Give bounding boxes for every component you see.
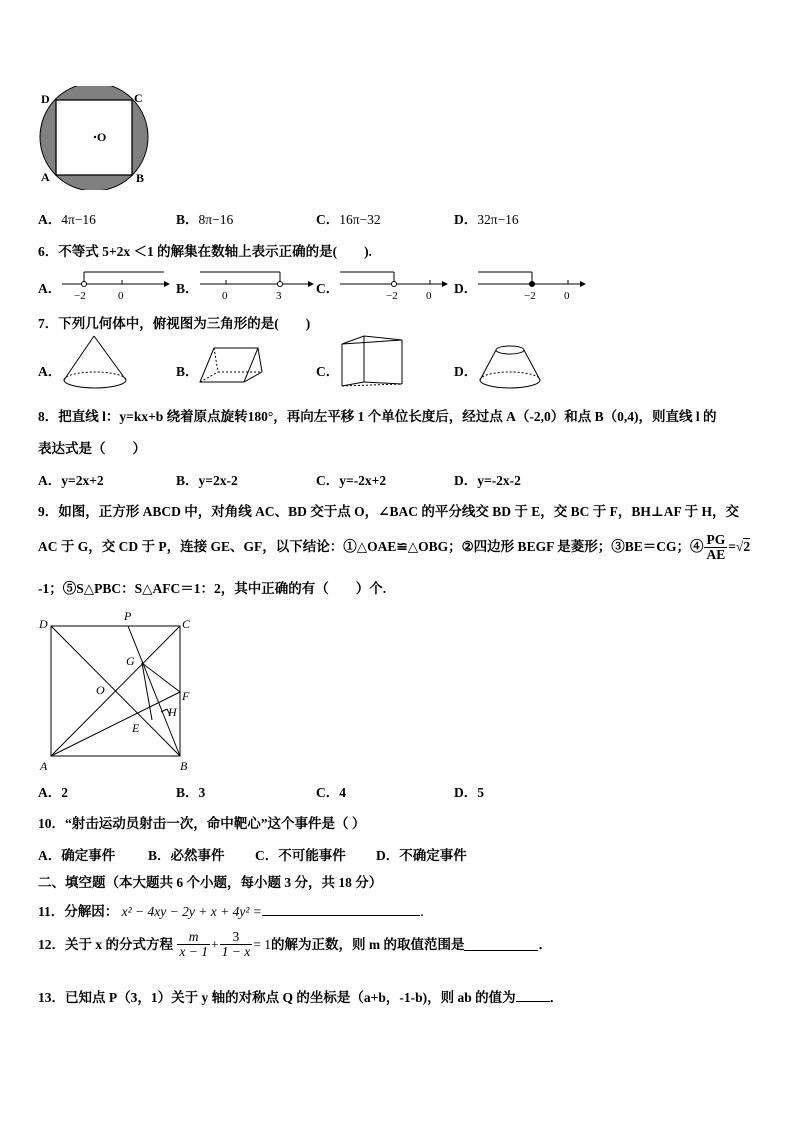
q8-option-b[interactable]: B．y=2x-2 [176,473,238,488]
option-letter: B． [176,212,199,227]
q5-label-a: A [41,170,50,184]
q13-suffix: ． [549,990,564,1005]
q7-option-a[interactable]: A． [38,364,62,379]
q13-answer-blank[interactable] [516,989,550,1002]
q12-plus: + [210,936,219,952]
q6-option-d-letter[interactable]: D． [454,281,478,296]
q12-fraction-1 [177,930,210,959]
q9-label-o: O [96,683,105,697]
q9-stem-line3: -1；⑤S△PBC：S△AFC＝1：2，其中正确的有（ ）个. [38,581,387,596]
q8-stem-line1: 8．把直线 l：y=kx+b 绕着原点旋转180°，再向左平移 1 个单位长度后，经过点 A（-2,0）和点 B（0,4)，则直线 l 的 [38,409,717,424]
fraction-numerator: PG [706,532,726,547]
fraction-numerator: 3 [232,929,240,944]
q5-label-b: B [136,171,145,185]
fraction-denominator: x − 1 [179,944,208,960]
q11-expression: x² − 4xy − 2y + x + 4y² = [121,904,262,919]
q12-fraction-2 [220,930,253,959]
q7-prism-figure [338,334,410,396]
q7-option-c[interactable]: C． [316,364,340,379]
q5-figure [34,86,156,190]
q9-option-d[interactable]: D．5 [454,785,484,800]
q6-numberline-a[interactable] [60,266,172,302]
q12-mid-text: 的解为正数，则 m 的取值范围是 [270,936,465,952]
q5-label-c: C [134,91,143,105]
q9-option-a[interactable]: A．2 [38,785,68,800]
option-value: 32π−16 [477,212,519,227]
q10-stem: 10．“射击运动员射击一次，命中靶心”这个事件是（ ） [38,816,366,831]
q8-option-d[interactable]: D．y=-2x-2 [454,473,521,488]
q9-label-h: H [168,705,177,719]
q10-option-c[interactable]: C．不可能事件 [255,848,346,863]
q12-suffix: ． [538,936,552,952]
q9-stem-line1: 9．如图，正方形 ABCD 中，对角线 AC、BD 交于点 O，∠BAC 的平分线交 BD 于 E，交 BC 于 F，BH⊥AF 于 H，交 [38,504,740,519]
q9-stem-line2 [38,533,750,562]
q9-label-e: E [132,721,140,735]
q8-option-a[interactable]: A．y=2x+2 [38,473,104,488]
q8-stem-line2: 表达式是（ ） [38,441,146,456]
q13-line [38,986,563,1006]
tick-label: −2 [386,290,398,302]
q9-fraction [704,533,727,562]
q6-stem: 6．不等式 5+2x ＜1 的解集在数轴上表示正确的是( ). [38,244,372,259]
q12-line [38,930,552,959]
q6-numberline-c[interactable] [338,266,450,302]
q11-suffix: ． [419,904,434,919]
tick-label: 0 [564,290,570,302]
q6-numberline-b[interactable] [198,266,316,302]
option-value: 16π−32 [339,212,381,227]
q11-answer-blank[interactable] [262,903,420,916]
option-value: 8π−16 [198,212,234,227]
q6-numberline-d[interactable] [476,266,588,302]
q12-answer-blank[interactable] [464,938,538,951]
q10-option-a[interactable]: A．确定事件 [38,848,116,863]
q10-option-d[interactable]: D．不确定事件 [376,848,467,863]
q5-option-a[interactable] [38,208,96,228]
q9-label-g: G [126,654,135,668]
option-letter: D． [454,212,478,227]
q9-label-p: P [124,609,132,623]
option-letter: C． [316,212,340,227]
q7-option-b[interactable]: B． [176,364,199,379]
fraction-denominator: 1 − x [221,944,251,960]
q9-label-f: F [182,689,190,703]
q9-option-c[interactable]: C．4 [316,785,346,800]
q5-label-o: O [97,130,107,144]
q9-sqrt-value: 2 [743,538,751,554]
q9-label-b: B [180,759,188,773]
tick-label: −2 [74,290,86,302]
q9-label-d: D [39,617,48,631]
q6-option-c-letter[interactable]: C． [316,281,340,296]
tick-label: 0 [118,290,124,302]
q6-option-b-letter[interactable]: B． [176,281,199,296]
q7-stem: 7．下列几何体中，俯视图为三角形的是( ) [38,316,311,331]
q5-option-c[interactable] [316,208,381,228]
q9-line2-text: AC 于 G，交 CD 于 P，连接 GE、GF，以下结论：①△OAE≌△OBG；②四边形 BEGF 是菱形；③BE＝CG；④ [38,538,704,554]
section-heading: 二、填空题（本大题共 6 个小题，每小题 3 分，共 18 分） [38,875,383,890]
q12-prefix: 12．关于 x 的分式方程 [38,936,173,952]
fraction-denominator: AE [706,547,726,563]
fraction-numerator: m [188,929,199,944]
tick-label: −2 [524,290,536,302]
q6-option-a-letter[interactable]: A． [38,281,62,296]
q7-frustum-figure [476,340,546,394]
q13-text: 13．已知点 P（3，1）关于 y 轴的对称点 Q 的坐标是（a+b，-1-b)，则 ab 的值为 [38,990,516,1005]
q10-option-b[interactable]: B．必然事件 [148,848,225,863]
tick-label: 0 [426,290,432,302]
q8-option-c[interactable]: C．y=-2x+2 [316,473,387,488]
q9-equals: = [728,538,736,554]
q5-center-dot [94,136,96,138]
q7-cone-figure [60,334,132,392]
option-letter: A． [38,212,62,227]
q7-triangular-prism-figure [196,336,268,390]
q5-label-d: D [41,92,50,106]
tick-label: 0 [222,290,228,302]
q5-option-b[interactable] [176,208,233,228]
q5-option-d[interactable] [454,208,519,228]
tick-label: 3 [276,290,282,302]
q7-option-d[interactable]: D． [454,364,478,379]
q9-label-c: C [182,617,191,631]
q11-line [38,900,433,920]
q11-prefix: 11．分解因： [38,904,119,919]
q9-option-b[interactable]: B．3 [176,785,206,800]
option-value: 4π−16 [61,212,96,227]
q12-equals: = 1 [253,936,271,952]
sqrt-icon: √ [735,538,744,554]
q9-figure [34,608,204,776]
q9-label-a: A [40,759,48,773]
